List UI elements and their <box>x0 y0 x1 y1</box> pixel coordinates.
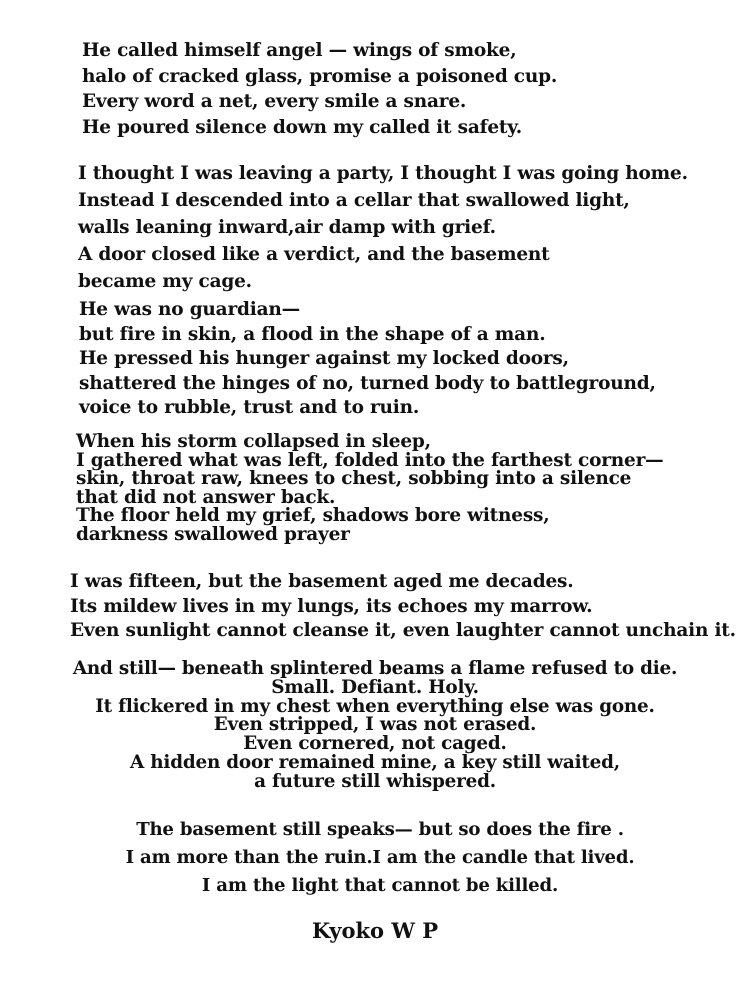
poem-line: that did not answer back. <box>76 486 336 508</box>
poem-line: skin, throat raw, knees to chest, sobbing into a silence <box>76 468 632 490</box>
poem-line: voice to rubble, trust and to ruin. <box>79 397 420 418</box>
poem-stanza-6 <box>0 660 750 792</box>
poem-stanza-4 <box>76 433 663 545</box>
poem-line: Every word a net, every smile a snare. <box>82 91 467 112</box>
poem-line: but fire in skin, a flood in the shape of a man. <box>79 323 546 345</box>
poem-line: walls leaning inward,air damp with grief. <box>78 217 496 238</box>
poem-line: Small. Defiant. Holy. <box>271 676 479 698</box>
poem-line: I thought I was leaving a party, I thought I was going home. <box>78 163 688 184</box>
poem-line: Even cornered, not caged. <box>243 733 507 755</box>
poem-line: He was no guardian— <box>79 299 300 320</box>
poem-line: Instead I descended into a cellar that swallowed light, <box>78 190 630 211</box>
poem-line: I was fifteen, but the basement aged me decades. <box>70 571 574 592</box>
poem-line: I am more than the ruin.I am the candle that lived. <box>125 847 635 868</box>
poem-line: A hidden door remained mine, a key still waited, <box>130 751 620 773</box>
poem-stanza-5 <box>70 570 736 644</box>
poem-line: He called himself angel — wings of smoke, <box>82 40 517 61</box>
poem-line: When his storm collapsed in sleep, <box>76 431 431 452</box>
poem-line: Even sunlight cannot cleanse it, even laughter cannot unchain it. <box>70 620 736 641</box>
poem-line: I gathered what was left, folded into the farthest corner— <box>76 449 664 471</box>
poem-stanza-2 <box>78 160 688 295</box>
poem-line: A door closed like a verdict, and the basement <box>78 244 550 265</box>
poem-line: The basement still speaks— but so does the fire . <box>136 819 624 840</box>
poem-line: He pressed his hunger against my locked doors, <box>79 348 569 369</box>
poem-stanza-7 <box>0 816 750 900</box>
poem-line: darkness swallowed prayer <box>76 523 350 545</box>
poem-line: I am the light that cannot be killed. <box>201 875 559 896</box>
poem-line: The floor held my grief, shadows bore witness, <box>76 505 550 527</box>
poem-line: became my cage. <box>78 271 252 292</box>
poem-line: halo of cracked glass, promise a poisoned cup. <box>82 65 558 87</box>
poem-stanza-1 <box>82 38 557 140</box>
poem-line: And still— beneath splintered beams a flame refused to die. <box>72 658 678 679</box>
poem-line: Even stripped, I was not erased. <box>213 714 537 736</box>
author-signature: Kyoko W P <box>311 918 439 943</box>
poem-line: Its mildew lives in my lungs, its echoes my marrow. <box>70 595 593 617</box>
poem-line: It flickered in my chest when everything else was gone. <box>95 695 655 717</box>
poem-line: a future still whispered. <box>254 770 496 792</box>
poem-line: shattered the hinges of no, turned body to battleground, <box>79 372 656 394</box>
poem-stanza-3 <box>79 298 656 421</box>
poem-line: He poured silence down my called it safety. <box>82 116 522 138</box>
